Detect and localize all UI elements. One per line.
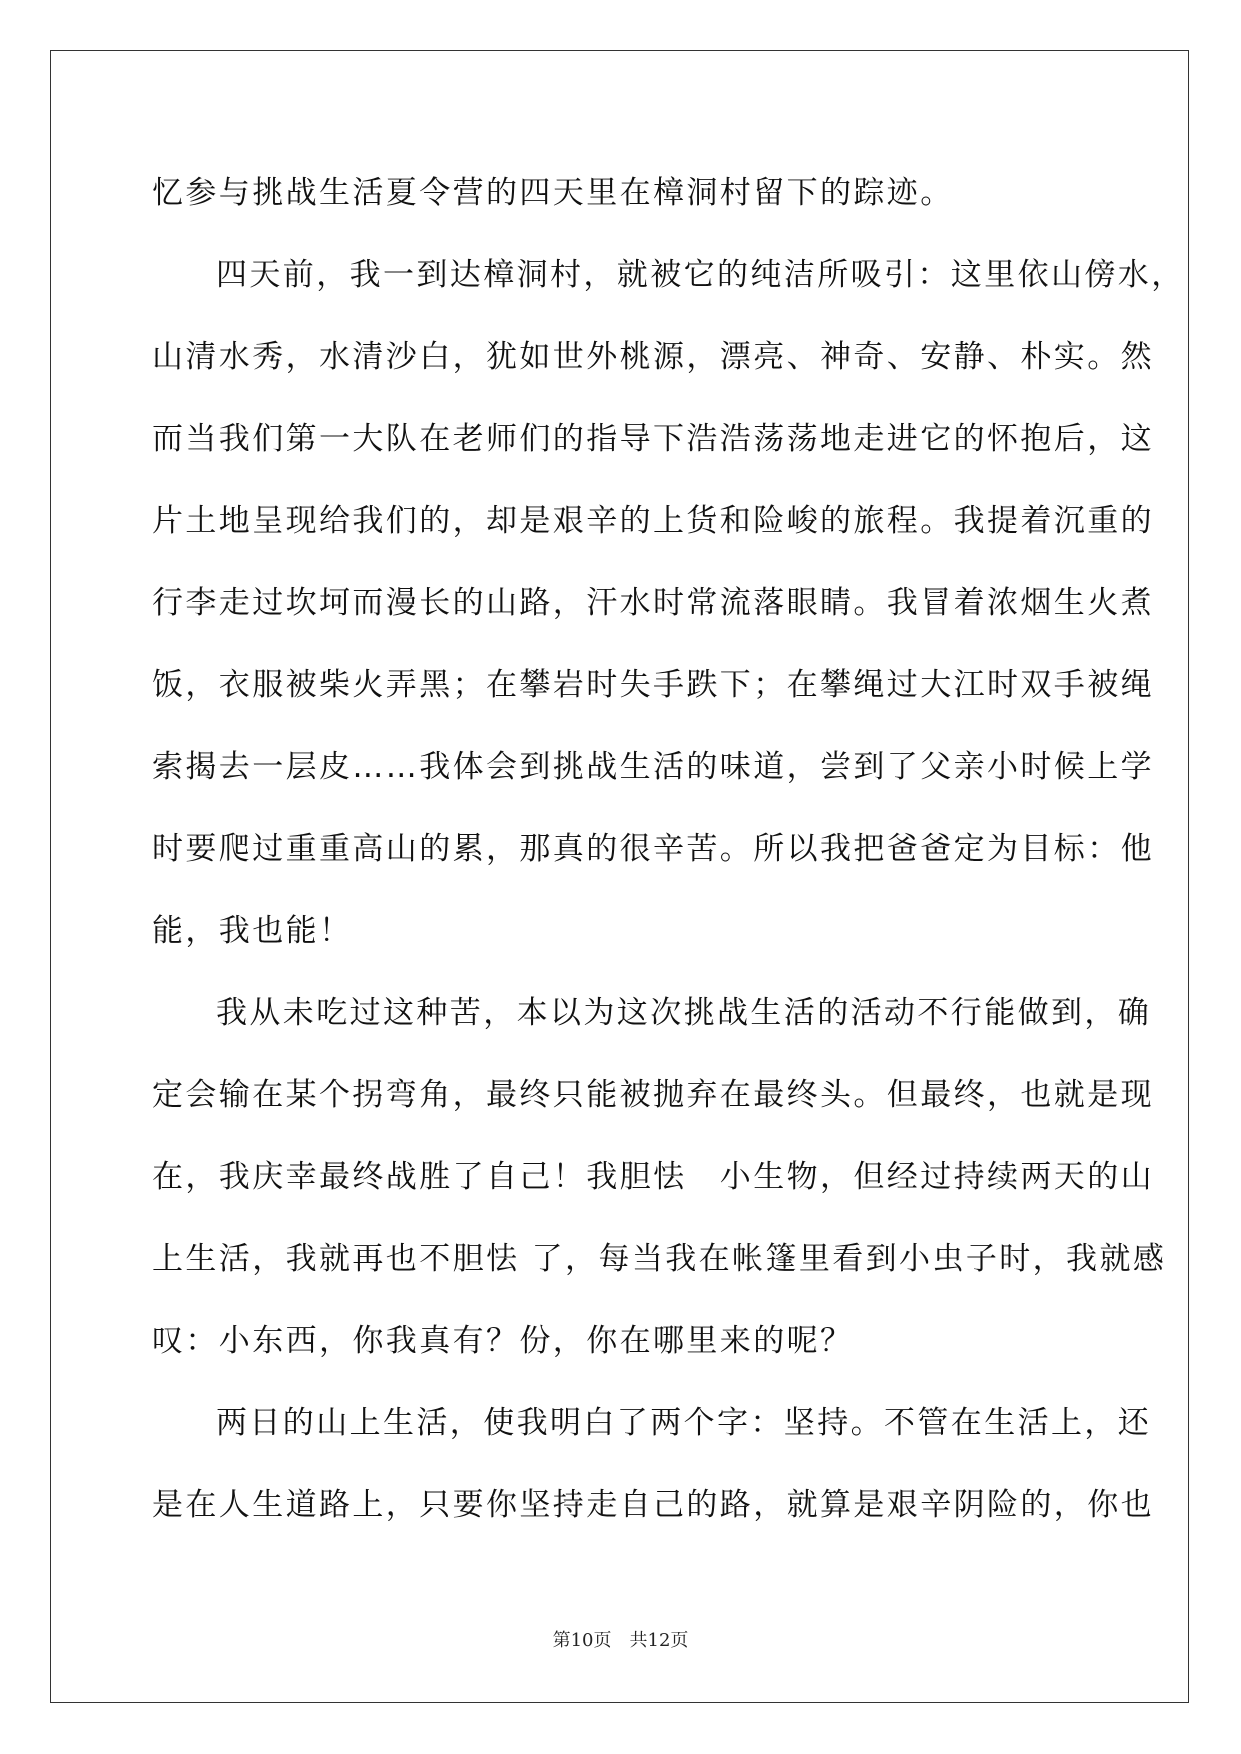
text-line: 忆参与挑战生活夏令营的四天里在樟洞村留下的踪迹。 <box>152 175 954 211</box>
text-line: 上生活，我就再也不胆怯 了，每当我在帐篷里看到小虫子时，我就感 <box>152 1241 1167 1277</box>
text-line: 四天前，我一到达樟洞村，就被它的纯洁所吸引：这里依山傍水， <box>216 257 1185 293</box>
text-line: 能，我也能！ <box>152 913 353 949</box>
text-line: 索揭去一层皮……我体会到挑战生活的味道，尝到了父亲小时候上学 <box>152 749 1154 785</box>
text-line: 在，我庆幸最终战胜了自己！我胆怯 小生物，但经过持续两天的山 <box>152 1159 1154 1195</box>
text-line: 山清水秀，水清沙白，犹如世外桃源，漂亮、神奇、安静、朴实。然 <box>152 339 1154 375</box>
text-line: 时要爬过重重高山的累，那真的很辛苦。所以我把爸爸定为目标：他 <box>152 831 1154 867</box>
text-line: 两日的山上生活，使我明白了两个字：坚持。不管在生活上，还 <box>216 1405 1152 1441</box>
text-line: 叹：小东西，你我真有？份，你在哪里来的呢？ <box>152 1323 854 1359</box>
text-line: 行李走过坎坷而漫长的山路，汗水时常流落眼睛。我冒着浓烟生火煮 <box>152 585 1154 621</box>
page-number-footer: 第10页 共12页 <box>552 1630 689 1651</box>
text-line: 定会输在某个拐弯角，最终只能被抛弃在最终头。但最终，也就是现 <box>152 1077 1154 1113</box>
text-line: 片土地呈现给我们的，却是艰辛的上货和险峻的旅程。我提着沉重的 <box>152 503 1154 539</box>
text-line: 是在人生道路上，只要你坚持走自己的路，就算是艰辛阴险的，你也 <box>152 1487 1154 1523</box>
document-body <box>152 152 1185 1546</box>
text-line: 饭，衣服被柴火弄黑；在攀岩时失手跌下；在攀绳过大江时双手被绳 <box>152 667 1154 703</box>
text-line: 我从未吃过这种苦，本以为这次挑战生活的活动不行能做到，确 <box>216 995 1152 1031</box>
text-line: 而当我们第一大队在老师们的指导下浩浩荡荡地走进它的怀抱后，这 <box>152 421 1154 457</box>
